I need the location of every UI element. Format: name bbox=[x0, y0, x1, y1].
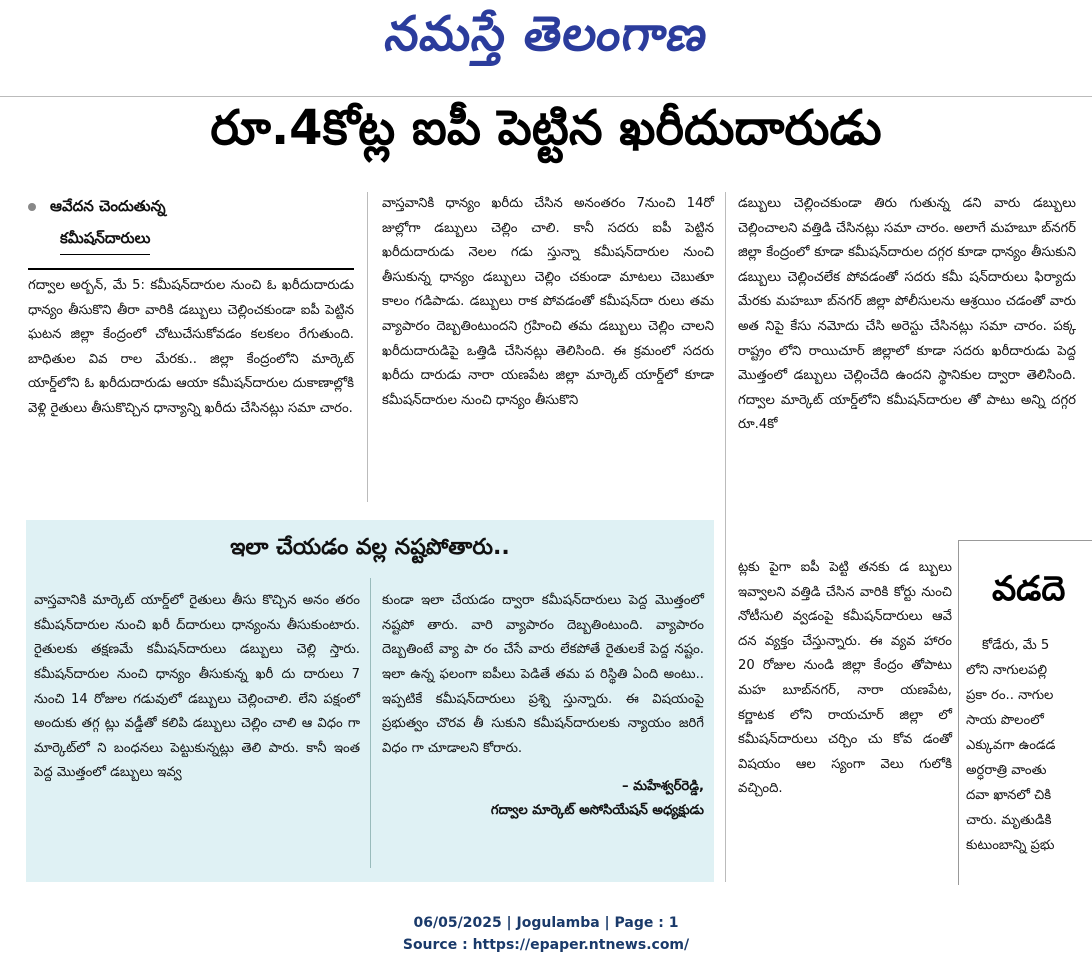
masthead-logo: నమస్తే తెలంగాణ bbox=[381, 6, 713, 62]
column-divider-1 bbox=[367, 192, 368, 502]
subhead-line-2: కమీషన్‌దారులు bbox=[28, 222, 358, 255]
article-column-2: వాస్తవానికి ధాన్యం ఖరీదు చేసిన అనంతరం 7నుంచి 14రో జుల్లోగా డబ్బులు చెల్లిం చాలి. కానీ సదరు ఐపీ పెట్టిన ఖరీదుదారుడు నెలల గడు స్తున్నా కమీషన్‌దారుల నుంచి తీసుకున్న ధాన్యం డబ్బులు చెల్లిం చకుండా మాటలు చెబుతూ కాలం గడిపాడు. డబ్బులు రాక పోవడంతో కమీషన్‌దా రులు తమ వ్యాపారం దెబ్బతింటుందని గ్రహించి తమ డబ్బులు చెల్లిం చాలని ఖరీదుదారుడిపై ఒత్తిడి చేసినట్లు తెలిసింది. ఈ క్రమంలో సదరు ఖరీదు దారుడు నారా యణపేట జిల్లా మార్కెట్ యార్డ్‌లో కూడా కమీషన్‌దారుల నుంచి ధాన్యం తీసుకొని bbox=[382, 196, 714, 408]
info-box-divider bbox=[370, 578, 371, 868]
info-box-right-column: కుండా ఇలా చేయడం ద్వారా కమీషన్‌దారులు పెద్ద మొత్తంలో నష్టపో తారు. వారి వ్యాపారం దెబ్బతింటుంది. వ్యాపారం దెబ్బతింటే వ్యా పా రం చేసే వారు లేకపోతే రైతులకే పెద్ద నష్టం. ఇలా ఉన్న ఫలంగా ఐపీలు పెడితే తమ ప రిస్థితి ఏంది అంటు.. ఇప్పటికే కమీషన్‌దారులు ప్రశ్ని స్తున్నారు. ఈ విషయంపై ప్రభుత్వం చొరవ తీ సుకుని కమీషన్‌దారులకు న్యాయం జరిగే విధం గా చూడాలని కోరారు. – మహేశ్వర్‌రెడ్డి, గద్వాల మార్కెట్ అసోసియేషన్ అధ్యక్షుడు bbox=[382, 576, 704, 824]
bullet-icon bbox=[28, 203, 36, 211]
headline-rule-top bbox=[0, 96, 1092, 97]
footer-date-page: 06/05/2025 | Jogulamba | Page : 1 bbox=[413, 915, 679, 931]
signature-title: గద్వాల మార్కెట్ అసోసియేషన్ అధ్యక్షుడు bbox=[490, 803, 704, 819]
side-article-border bbox=[958, 540, 959, 885]
footer-source-link[interactable]: Source : https://epaper.ntnews.com/ bbox=[402, 937, 690, 953]
side-line: ఎక్కువగా ఉండడ bbox=[966, 738, 1056, 753]
article-column-3-bottom: ట్లకు పైగా ఐపీ పెట్టి తనకు డ బ్బులు ఇవ్వాలని వత్తిడి చేసిన వారికి కోర్టు నుంచి నోటీసులి వ్వడంపై కమీషన్‌దారులు ఆవే దన వ్యక్తం చేస్తున్నారు. ఈ వ్యవ హారం 20 రోజుల నుండి జిల్లా కేంద్రం తోపాటు మహ బూబ్‌నగర్, నారా యణపేట, కర్ణాటక లోని రాయచూర్ జిల్లా లో కమీషన్‌దారులు చర్చిం చు కోవ డంతో విషయం ఆల స్యంగా వెలు గులోకి వచ్చింది. bbox=[738, 560, 952, 797]
side-line: కుటుంబాన్ని ప్రభు bbox=[966, 838, 1055, 853]
side-line: లోని నాగులపల్లి bbox=[966, 663, 1048, 678]
subhead bbox=[28, 190, 358, 255]
info-box-title: ఇలా చేయడం వల్ల నష్టపోతారు.. bbox=[230, 535, 510, 560]
signature-name: – మహేశ్వర్‌రెడ్డి, bbox=[621, 778, 704, 794]
side-article-body bbox=[966, 633, 1092, 858]
col1-top-rule bbox=[28, 268, 354, 270]
article-column-3-top: డబ్బులు చెల్లించకుండా తిరు గుతున్న డని వారు డబ్బులు చెల్లించాలని వత్తిడి చేసినట్లు సమా చారం. అలాగే మహబూ బ్‌నగర్ జిల్లా కేంద్రంలో కూడా కమీషన్‌దారుల దగ్గర కూడా ధాన్యం తీసుకుని డబ్బులు చెల్లించలేక పోవడంతో సదరు కమీ షన్‌దారులు ఫిర్యాదు మేరకు మహబూ బ్‌నగర్ జిల్లా పోలీసులను ఆశ్రయిం చడంతో వారు అత నిపై కేసు నమోదు చేసి అరెస్టు చేసినట్లు సమా చారం. పక్క రాష్ట్రం లోని రాయిచూర్ జిల్లాలో కూడా సదరు ఖరీదారుడు పెద్ద మొత్తంలో డబ్బులు చెల్లించేది ఉందని స్థానికుల ద్వారా తెలిసింది. గద్వాల మార్కెట్ యార్డ్‌లోని కమీషన్‌దారుల తో పాటు అన్ని దగ్గర రూ.4కో bbox=[738, 196, 1076, 433]
side-line: కోడేరు, మే 5 bbox=[982, 638, 1050, 653]
side-line: ప్రకా రం.. నాగుల bbox=[966, 688, 1054, 703]
side-line: దవా ఖానలో చికి bbox=[966, 788, 1052, 803]
side-article-clip bbox=[962, 541, 1092, 886]
subhead-line-1: ఆవేదన చెందుతున్న bbox=[28, 190, 358, 222]
headline: రూ.4కోట్ల ఐపీ పెట్టిన ఖరీదుదారుడు bbox=[210, 100, 882, 156]
info-box-left-column: వాస్తవానికి మార్కెట్ యార్డ్‌లో రైతులు తీసు కొచ్చిన అనం తరం కమీషన్‌దారుల నుంచి ఖరీ ద్‌దారులు ధాన్యంను తీసుకుంటారు. రైతులకు తక్షణమే కమీషన్‌దారులు డబ్బులు చెల్లి స్తారు. కమీషన్‌దారుల నుంచి ధాన్యం తీసుకున్న ఖరీ దు దారులు 7 నుంచి 14 రోజుల గడువులో డబ్బులు చెల్లించాలి. లేని పక్షంలో అందుకు తగ్గ ట్లు వడ్డీతో కలిపి డబ్బులు చెల్లిం చాలి ఆ విధం గా మార్కెట్‌లో ని బంధనలు పెట్టుకున్నట్లు తెలి పారు. కానీ ఇంత పెద్ద మొత్తంలో డబ్బులు ఇవ్వ bbox=[34, 593, 360, 781]
column-divider-2 bbox=[725, 192, 726, 882]
side-line: అర్ధరాత్రి వాంతు bbox=[966, 763, 1047, 778]
side-line: చారు. మృతుడికి bbox=[966, 813, 1052, 828]
side-headline: వడదె bbox=[992, 569, 1066, 609]
side-line: సాయ పొలంలో bbox=[966, 713, 1044, 728]
article-column-1: గద్వాల అర్బన్, మే 5: కమీషన్‌దారుల నుంచి ఓ ఖరీదుదారుడు ధాన్యం తీసుకొని తీరా వారికి డబ్బులు చెల్లించకుండా ఐపీ పెట్టిన ఘటన జిల్లా కేంద్రంలో చోటుచేసుకోవడం కలకలం రేగుతుంది. బాధితుల వివ రాల మేరకు.. జిల్లా కేంద్రంలోని మార్కెట్ యార్డ్‌లోని ఓ ఖరీదుదారుడు ఆయా కమీషన్‌దారుల దుకాణాల్లోకి వెళ్లి రైతులు తీసుకొచ్చిన ధాన్యాన్ని ఖరీదు చేసినట్లు సమా చారం. bbox=[28, 278, 354, 416]
